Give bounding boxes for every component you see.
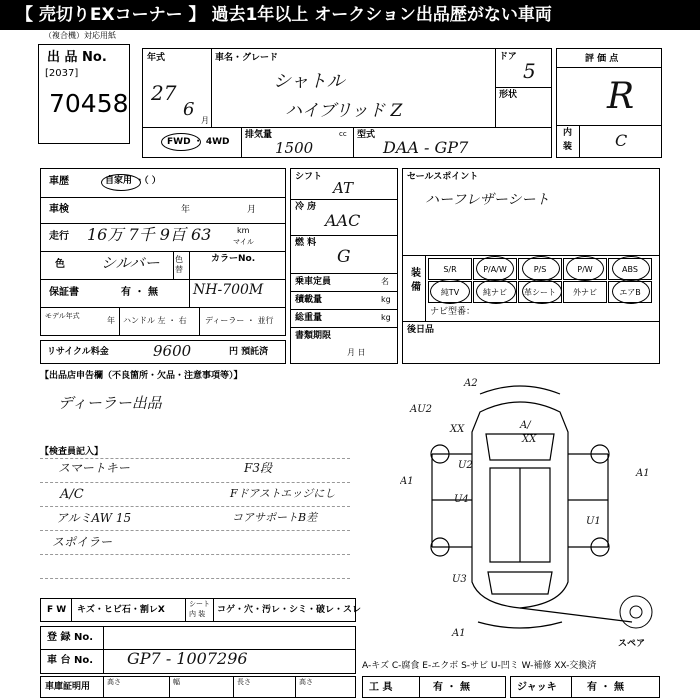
mark-au2: AU2 (410, 404, 433, 415)
name-label: 車名・グレード (215, 53, 279, 63)
title-value: 自家用 ・（ ） (105, 176, 161, 186)
displacement-label: 排気量 (245, 130, 273, 140)
import-label: ディーラー ・ 並行 (205, 316, 274, 325)
shift-value: AT (333, 179, 354, 197)
equip-abs: ABS (608, 258, 652, 280)
equip-leather-circle (522, 279, 562, 304)
car-name: シャトル (273, 71, 345, 92)
seat-items: コゲ・穴・汚レ・シミ・破レ・スレ (217, 605, 362, 615)
inspection-label: 車検 (49, 204, 69, 215)
shift-label: シフト (295, 172, 323, 182)
load-unit: kg (381, 295, 391, 304)
seat-label1: シート (189, 600, 210, 608)
mark-a1-right: A1 (636, 468, 650, 479)
mark-u2: U2 (458, 460, 473, 471)
cert-cell-3: 長さ (237, 678, 251, 686)
load-label: 積載量 (295, 295, 323, 305)
displacement-unit: cc (339, 130, 347, 138)
chassis-value: GP7 - 1007296 (127, 649, 248, 668)
color-label: 色 (55, 259, 65, 270)
model-year-unit: 年 (107, 316, 115, 325)
interior-label1: 内 (563, 128, 573, 138)
model-label: 型式 (357, 130, 376, 140)
interior-score: C (615, 131, 628, 150)
equip-pw-circle (566, 256, 604, 281)
cert-cell-1: 高さ (107, 678, 121, 686)
equip-navi-circle (476, 279, 516, 304)
car-grade: ハイブリッド Z (285, 101, 403, 121)
lot-tag: [2037] (45, 68, 79, 79)
specs-box (290, 168, 398, 364)
inspector-left-2: A/C (60, 487, 84, 502)
color-no-label: カラーNo. (211, 254, 256, 264)
fw-label: F W (47, 605, 67, 615)
interior-label2: 装 (563, 142, 573, 152)
color-change-label: 色替 (175, 255, 183, 274)
jack-box (510, 676, 660, 698)
inspector-right-2: Fドアストエッジにし (230, 487, 336, 500)
ac-label: 冷 房 (295, 202, 317, 212)
mark-a2: A2 (464, 378, 478, 389)
rating-box (556, 48, 662, 158)
cert-cell-2: 幅 (173, 678, 180, 686)
weight-label: 総重量 (295, 313, 323, 323)
mark-u1: U1 (586, 516, 601, 527)
mileage-unit2: マイル (233, 238, 254, 246)
registration-box (40, 626, 356, 674)
after-label: 後日品 (407, 325, 435, 335)
recycle-box (40, 340, 286, 364)
handle-label: ハンドル 左 ・ 右 (123, 316, 187, 325)
inspector-left-4: スポイラー (52, 535, 113, 549)
registration-label: 登 録 No. (47, 632, 94, 643)
title-label: 車歴 (49, 176, 69, 187)
equip-tv-circle (430, 279, 470, 304)
color-value: シルバー (101, 254, 160, 272)
car-damage-diagram (400, 372, 680, 652)
recycle-value: 9600 (153, 342, 192, 360)
drive-label: FWD ・ 4WD (167, 137, 230, 147)
mark-a1-rear: A1 (452, 628, 466, 639)
inspector-label: 【検査員記入】 (40, 447, 104, 457)
equip-navi: 純ナビ (473, 281, 517, 303)
equip-paw-circle (476, 256, 514, 281)
year-label: 年式 (147, 53, 166, 63)
model-year-label: モデル年式 (45, 312, 80, 320)
fuel-value: G (337, 247, 351, 267)
fuel-label: 燃 料 (295, 238, 317, 248)
equip-airbag: エアB (608, 281, 652, 303)
equip-ps: P/S (518, 258, 562, 280)
warranty-value: 有 ・ 無 (121, 287, 158, 298)
mark-a-front: A/ (520, 420, 531, 431)
spare-label: スペア (618, 639, 646, 649)
garage-cert-box (40, 676, 356, 698)
ac-value: AAC (325, 211, 361, 230)
inspection-year-unit: 年 (181, 205, 191, 215)
capacity-unit: 名 (381, 277, 389, 286)
jack-value: 有 ・ 無 (587, 682, 624, 693)
sales-label: セールスポイント (407, 172, 479, 182)
inspector-right-1: F3段 (244, 461, 272, 475)
equipment-label: 装備 (411, 268, 421, 293)
rating-score: R (607, 76, 635, 117)
notes-label: 【出品店申告欄（不良箇所・欠品・注意事項等）】 (40, 371, 243, 381)
equip-airbag-circle (612, 279, 650, 304)
car-info-box (142, 48, 552, 158)
weight-unit: kg (381, 313, 391, 322)
equip-abs-circle (612, 256, 650, 281)
door-value: 5 (523, 59, 536, 83)
equip-leather: 革シート (518, 281, 562, 303)
month-value: 6 (183, 99, 195, 120)
lot-label: 出 品 No. (47, 50, 107, 65)
tools-label: 工 具 (369, 682, 393, 693)
inspector-right-3: コアサポートB差 (232, 511, 318, 524)
sales-text: ハーフレザーシート (425, 192, 550, 208)
mark-xx-hood: XX (522, 434, 537, 445)
inspector-left-3: アルミAW 15 (56, 511, 132, 525)
lot-number: 70458 (49, 89, 129, 118)
equip-sr: S/R (428, 258, 472, 280)
equip-pw: P/W (563, 258, 607, 280)
mark-xx-front: XX (450, 424, 465, 435)
capacity-label: 乗車定員 (295, 277, 332, 287)
equip-tv: 純TV (428, 281, 472, 303)
cert-cell-4: 高さ (299, 678, 313, 686)
mark-u3: U3 (452, 574, 467, 585)
damage-legend: A-キズ C-腐食 E-エクボ S-サビ U-凹ミ W-補修 XX-交換済 (362, 661, 597, 671)
rating-label: 評 価 点 (585, 54, 619, 64)
equip-ps-circle (522, 256, 560, 281)
inspector-left-1: スマートキー (58, 461, 130, 475)
fw-box (40, 598, 362, 622)
equip-ext-navi: 外ナビ (563, 281, 607, 303)
banner: 【 売切りEXコーナー 】 過去1年以上 オークション出品歴がない車両 (0, 0, 700, 30)
mark-u4: U4 (454, 494, 469, 505)
notes-text: ディーラー出品 (58, 394, 162, 412)
inspection-month-unit: 月 (247, 205, 257, 215)
chassis-label: 車 台 No. (47, 655, 94, 666)
recycle-label: リサイクル料金 (47, 347, 109, 357)
lot-box (38, 44, 130, 144)
color-no-value: NH-700M (193, 282, 264, 298)
seat-label2: 内 装 (189, 610, 206, 618)
mileage-value: 16万 7千 9百 63 (87, 225, 212, 244)
month-unit: 月 (201, 116, 209, 125)
mileage-unit: km (237, 226, 250, 235)
fw-items: キズ・ヒビ石・割レX (77, 605, 165, 615)
history-box (40, 168, 286, 336)
navi-model-label: ナビ型番： (430, 307, 476, 317)
tools-value: 有 ・ 無 (433, 682, 470, 693)
deadline-label: 書類期限 (295, 331, 332, 341)
warranty-label: 保証書 (49, 287, 79, 298)
deadline-unit: 月 日 (347, 348, 366, 357)
mark-a1-left: A1 (400, 476, 414, 487)
tools-box (362, 676, 506, 698)
cert-label: 車庫証明用 (45, 682, 91, 692)
shape-label: 形状 (499, 90, 518, 100)
equip-paw: P/A/W (473, 258, 517, 280)
jack-label: ジャッキ (517, 682, 557, 693)
displacement-value: 1500 (275, 139, 314, 157)
recycle-unit: 円 預託済 (229, 347, 269, 357)
subheader: （複合機）対応用紙 (44, 31, 116, 40)
year-value: 27 (151, 81, 177, 105)
model-value: DAA - GP7 (383, 138, 469, 157)
mileage-label: 走行 (49, 231, 69, 242)
door-label: ドア (499, 52, 517, 62)
